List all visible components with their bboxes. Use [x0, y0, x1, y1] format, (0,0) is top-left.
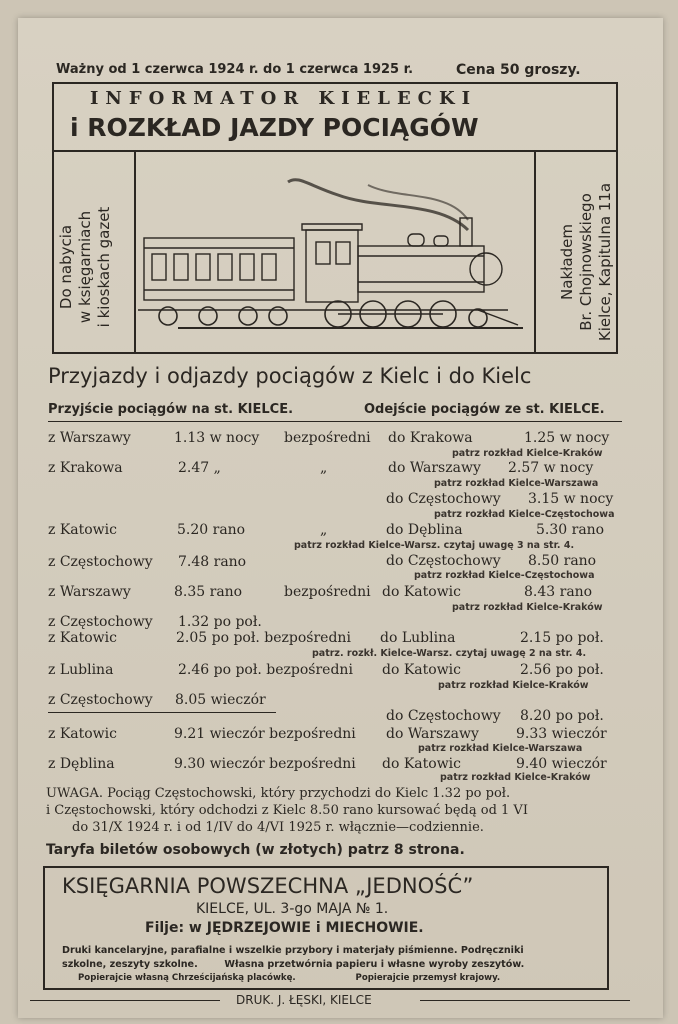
arrival-time: 1.32 po poł.: [178, 614, 262, 630]
arrival-time: 2.46 po poł. bezpośredni: [178, 662, 353, 678]
bookshop-name: KSIĘGARNIA POWSZECHNA „JEDNOŚĆ”: [62, 874, 474, 898]
departure-time: 9.33 wieczór: [516, 726, 607, 742]
departure-time: 2.56 po poł.: [520, 662, 604, 678]
departure-time: 8.43 rano: [524, 584, 593, 600]
departure-time: 9.40 wieczór: [516, 756, 607, 772]
departure-time: 5.30 rano: [536, 522, 605, 538]
departure-row: do Częstochowy: [386, 491, 501, 507]
title-main: i ROZKŁAD JAZDY POCIĄGÓW: [70, 113, 479, 142]
arrival-note: bezpośredni: [284, 430, 371, 446]
tariff-note: Taryfa biletów osobowych (w złotych) patrz 8 strona.: [46, 842, 465, 858]
arrival-note: bezpośredni: [284, 584, 371, 600]
departure-time: 8.20 po poł.: [520, 708, 604, 724]
departure-time: 2.57 w nocy: [508, 460, 594, 476]
departure-note: patrz rozkład Kielce-Warszawa: [418, 743, 583, 754]
arrival-row: z Warszawy: [48, 430, 131, 446]
arrival-underline: [48, 712, 276, 713]
departure-note: patrz rozkład Kielce-Warszawa: [434, 478, 599, 489]
arrival-row: z Warszawy: [48, 584, 131, 600]
departure-row: do Warszawy: [386, 726, 479, 742]
left-vertical-text: Do nabycia w księgarniach i kioskach gazet: [57, 206, 113, 328]
arrival-row: z Częstochowy: [48, 692, 153, 708]
arrival-time: 9.21 wieczór bezpośredni: [174, 726, 356, 742]
arrival-time: 8.35 rano: [174, 584, 243, 600]
departure-note: patrz rozkład Kielce-Kraków: [438, 680, 589, 691]
departure-note: patrz rozkład Kielce-Kraków: [452, 602, 603, 613]
departure-row: do Krakowa: [388, 430, 473, 446]
printer-rule-right: [420, 1000, 630, 1001]
arrival-time: 9.30 wieczór bezpośredni: [174, 756, 356, 772]
departure-row: do Lublina: [380, 630, 456, 646]
arrival-row: z Katowic: [48, 726, 117, 742]
bookshop-line-1: Druki kancelaryjne, parafialne i wszelkie przybory i materjały piśmienne. Podręczniki: [62, 945, 524, 956]
right-vertical-text: Nakładem Br. Chojnowskiego Kielce, Kapitulna 11a: [558, 182, 614, 342]
departure-note: patrz rozkład Kielce-Częstochowa: [414, 570, 595, 581]
timetable-heading: Przyjazdy i odjazdy pociągów z Kielc i do Kielc: [48, 364, 532, 388]
printer-rule-left: [30, 1000, 220, 1001]
arrival-time: 1.13 w nocy: [174, 430, 260, 446]
train-illustration: [138, 160, 530, 342]
departure-time: 2.15 po poł.: [520, 630, 604, 646]
arrival-note: „: [320, 460, 328, 476]
departure-note: patrz rozkład Kielce-Kraków: [452, 448, 603, 459]
uwaga-line-2: i Częstochowski, który odchodzi z Kielc 8.50 rano kursować będą od 1 VI: [46, 803, 528, 818]
arrival-row: z Krakowa: [48, 460, 123, 476]
arrival-time: 5.20 rano: [177, 522, 246, 538]
arrival-time: 2.47 „: [178, 460, 221, 476]
departure-row: do Częstochowy: [386, 553, 501, 569]
arrival-time: 8.05 wieczór: [175, 692, 266, 708]
arrival-note: „: [320, 522, 328, 538]
departure-row: do Warszawy: [388, 460, 481, 476]
arrival-time: 2.05 po poł. bezpośredni: [176, 630, 351, 646]
printer-credit: DRUK. J. ŁĘSKI, KIELCE: [236, 993, 372, 1007]
departure-note: patrz rozkład Kielce-Warsz. czytaj uwagę 3 na str. 4.: [294, 540, 575, 551]
uwaga-line-3: do 31/X 1924 r. i od 1/IV do 4/VI 1925 r. włącznie—codziennie.: [72, 820, 484, 835]
arrival-row: z Częstochowy: [48, 554, 153, 570]
arrival-row: z Katowic: [48, 522, 117, 538]
departure-time: 8.50 rano: [528, 553, 597, 569]
departure-row: do Dęblina: [386, 522, 463, 538]
arrivals-header: Przyjście pociągów na st. KIELCE.: [48, 402, 294, 417]
departure-row: do Katowic: [382, 662, 462, 678]
title-top: INFORMATOR KIELECKI: [90, 88, 478, 109]
bookshop-line-3: Popierajcie własną Chrześcijańską placówkę. Popierajcie przemysł krajowy.: [78, 973, 501, 983]
uwaga-line-1: UWAGA. Pociąg Częstochowski, który przychodzi do Kielc 1.32 po poł.: [46, 786, 511, 801]
arrival-time: 7.48 rano: [178, 554, 247, 570]
arrival-row: z Częstochowy: [48, 614, 153, 630]
arrival-row: z Lublina: [48, 662, 114, 678]
departure-time: 3.15 w nocy: [528, 491, 614, 507]
departure-note: patrz rozkład Kielce-Kraków: [440, 772, 591, 783]
departures-header: Odejście pociągów ze st. KIELCE.: [364, 402, 605, 417]
departure-note: patrz rozkład Kielce-Częstochowa: [434, 509, 615, 520]
departure-note: patrz. rozkł. Kielce-Warsz. czytaj uwagę 2 na str. 4.: [312, 648, 587, 659]
arrival-row: z Dęblina: [48, 756, 115, 772]
departure-row: do Katowic: [382, 584, 462, 600]
bookshop-line-2: szkolne, zeszyty szkolne. Własna przetwórnia papieru i własne wyroby zeszytów.: [62, 959, 525, 970]
bookshop-branches: Filje: w JĘDRZEJOWIE i MIECHOWIE.: [145, 920, 424, 936]
price-label: Cena 50 groszy.: [456, 62, 581, 78]
arrival-row: z Katowic: [48, 630, 117, 646]
validity-line: Ważny od 1 czerwca 1924 r. do 1 czerwca 1925 r.: [56, 62, 414, 77]
departure-row: do Częstochowy: [386, 708, 501, 724]
departure-time: 1.25 w nocy: [524, 430, 610, 446]
header-rule: [48, 421, 622, 422]
bookshop-address: KIELCE, UL. 3-go MAJA № 1.: [196, 901, 389, 917]
departure-row: do Katowic: [382, 756, 462, 772]
